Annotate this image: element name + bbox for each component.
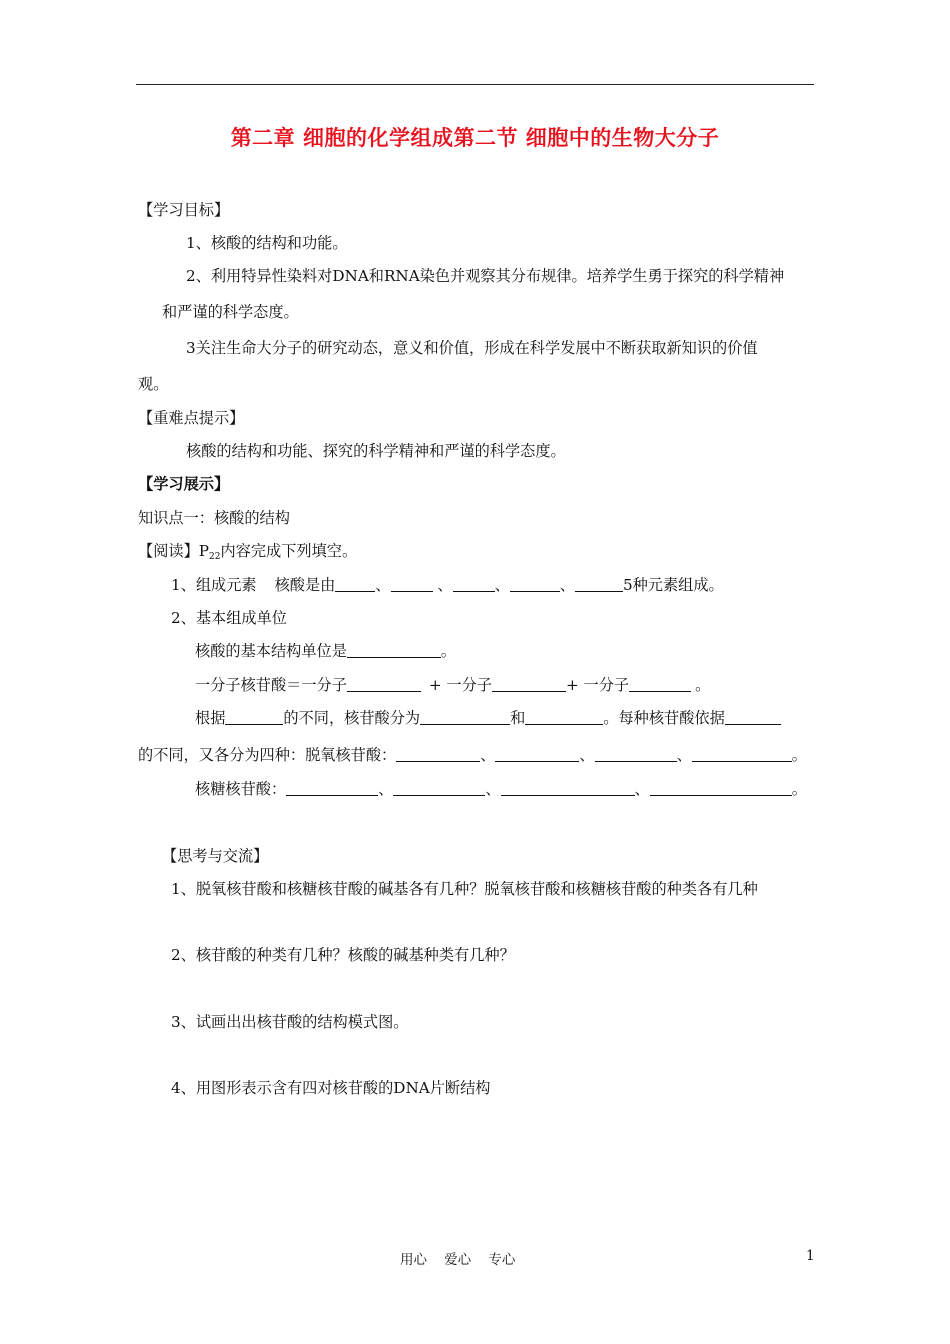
component-blank-1[interactable] (347, 676, 421, 692)
separator: 、 (579, 746, 595, 764)
q2-ribo-text: 核糖核苷酸： (195, 780, 287, 798)
reading-page-sub: 22 (208, 552, 221, 562)
deoxy-blank-2[interactable] (495, 746, 579, 762)
type-blank-1[interactable] (420, 709, 510, 725)
footer-motto: 用心 爱心 专心 (400, 1252, 516, 1268)
page-title: 第二章 细胞的化学组成第二节 细胞中的生物大分子 (230, 126, 720, 150)
reading-suffix: 内容完成下列填空。 (220, 542, 358, 560)
q2-deoxy-line (138, 745, 807, 765)
separator: 、 (485, 780, 501, 798)
unit-blank[interactable] (347, 642, 441, 658)
element-blank-5[interactable] (575, 576, 623, 592)
q2-unit-text: 核酸的基本结构单位是 (195, 642, 347, 660)
objective-item-2-line1: 2、利用特异性染料对DNA和RNA染色并观察其分布规律。培养学生勇于探究的科学精神 (186, 267, 785, 285)
basis-blank-2[interactable] (725, 709, 781, 725)
q1-label: 1、组成元素 (171, 576, 257, 594)
q2-nucleotide-line (195, 675, 710, 695)
key-points-text: 核酸的结构和功能、探究的科学精神和严谨的科学态度。 (186, 442, 566, 460)
ribo-blank-4[interactable] (650, 780, 792, 796)
q2-ribo-end: 。 (791, 780, 807, 798)
separator: 、 (480, 746, 496, 764)
ribo-blank-3[interactable] (501, 780, 635, 796)
q2-basis-and: 和 (510, 709, 526, 727)
q2-unit-end: 。 (440, 642, 457, 660)
q2-nucleotide-end: 。 (695, 676, 711, 694)
separator: 、 (437, 576, 453, 594)
separator: 、 (676, 746, 692, 764)
page-number: 1 (806, 1248, 815, 1264)
component-blank-2[interactable] (492, 676, 566, 692)
objective-item-1: 1、核酸的结构和功能。 (186, 234, 348, 252)
discussion-q3: 3、试画出出核苷酸的结构模式图。 (171, 1013, 409, 1031)
separator: 、 (375, 576, 391, 594)
separator: 、 (634, 780, 650, 798)
reading-prefix: 【阅读】P (138, 542, 209, 560)
objective-item-3-line1: 3关注生命大分子的研究动态，意义和价值，形成在科学发展中不断获取新知识的价值 (186, 339, 758, 357)
deoxy-blank-3[interactable] (595, 746, 677, 762)
key-points-heading: 【重难点提示】 (138, 409, 245, 427)
q2-deoxy-end: 。 (791, 746, 807, 764)
deoxy-blank-4[interactable] (692, 746, 792, 762)
display-heading: 【学习展示】 (138, 475, 230, 493)
ribo-blank-2[interactable] (393, 780, 485, 796)
objectives-heading: 【学习目标】 (138, 201, 230, 219)
discussion-q2: 2、核苷酸的种类有几种？核酸的碱基种类有几种？ (171, 946, 515, 964)
element-blank-2[interactable] (391, 576, 433, 592)
basis-blank-1[interactable] (225, 709, 283, 725)
objective-item-2-line2: 和严谨的科学态度。 (162, 303, 299, 321)
ribo-blank-1[interactable] (286, 780, 378, 796)
q1-elements-line (171, 575, 724, 595)
discussion-q1: 1、脱氧核苷酸和核糖核苷酸的碱基各有几种？脱氧核苷酸和核糖核苷酸的种类各有几种 (171, 880, 758, 898)
header-rule (136, 84, 814, 85)
q2-plus-1: + 一分子 (428, 676, 492, 694)
separator: 、 (559, 576, 575, 594)
q2-label: 2、基本组成单位 (171, 609, 287, 627)
component-blank-3[interactable] (629, 676, 691, 692)
q2-basis-c: 。每种核苷酸依据 (603, 709, 725, 727)
type-blank-2[interactable] (525, 709, 603, 725)
element-blank-4[interactable] (510, 576, 560, 592)
q2-basis-a: 根据 (195, 709, 226, 727)
q2-ribo-line (195, 779, 807, 799)
discussion-heading: 【思考与交流】 (162, 847, 269, 865)
discussion-q4: 4、用图形表示含有四对核苷酸的DNA片断结构 (171, 1079, 491, 1097)
q2-unit-line (195, 641, 456, 661)
q2-deoxy-text: 的不同，又各分为四种：脱氧核苷酸： (138, 746, 397, 764)
q1-text: 核酸是由 (274, 576, 336, 594)
q2-basis-b: 的不同，核苷酸分为 (283, 709, 421, 727)
separator: 、 (494, 576, 510, 594)
reading-instruction (138, 541, 357, 567)
objective-item-3-line2: 观。 (138, 375, 169, 393)
q1-end: 5种元素组成。 (622, 576, 724, 594)
deoxy-blank-1[interactable] (396, 746, 480, 762)
q2-nucleotide-text: 一分子核苷酸＝一分子 (195, 676, 347, 694)
knowledge-point-1: 知识点一：核酸的结构 (138, 509, 290, 527)
element-blank-1[interactable] (335, 576, 375, 592)
separator: 、 (378, 780, 394, 798)
q2-plus-2: + 一分子 (566, 676, 630, 694)
q2-basis-line (195, 708, 781, 728)
element-blank-3[interactable] (453, 576, 495, 592)
